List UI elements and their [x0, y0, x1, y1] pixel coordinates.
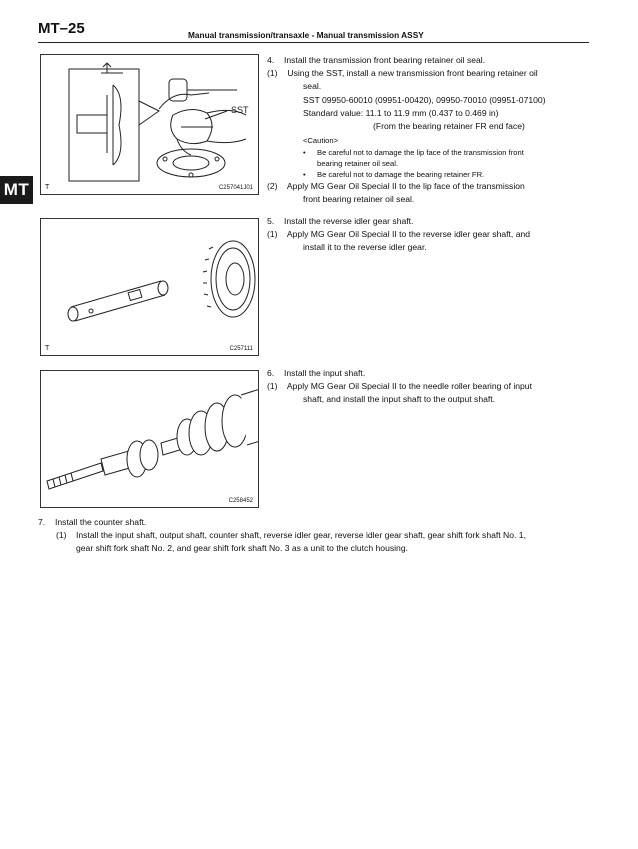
- step-4: [267, 54, 546, 207]
- step-4-substep-2-cont: front bearing retainer oil seal.: [303, 194, 415, 205]
- illustration-sst-press: [41, 55, 259, 195]
- figure-code: C257041J01: [218, 185, 253, 191]
- step-5-substep-1-cont: install it to the reverse idler gear.: [303, 242, 427, 253]
- figure-input-shaft-installation: [40, 370, 259, 508]
- illustration-input-output-shaft: [41, 371, 259, 508]
- step-4-title: 4. Install the transmission front bearing retainer oil seal.: [267, 55, 486, 65]
- standard-value: Standard value: 11.1 to 11.9 mm (0.437 to 0.469 in): [303, 107, 499, 118]
- illustration-idler-shaft-and-gear: [41, 219, 259, 356]
- step-5-substep-1: (1) Apply MG Gear Oil Special II to the reverse idler gear shaft, and: [267, 229, 531, 240]
- page-number: MT–25: [38, 20, 85, 37]
- step-4-substep-2: (2) Apply MG Gear Oil Special II to the lip face of the transmission: [267, 181, 525, 192]
- step-7-substep-1: (1) Install the input shaft, output shaft, counter shaft, reverse idler gear, reverse idler gear shaft, gear shift fork shaft No. 1, gear shift fork shaft No. 2, and gear shift fork shaft No. 3 as a unit to the clutch housing.: [56, 530, 526, 554]
- step-4-substep-1-cont: seal.: [303, 81, 322, 92]
- sst-part-numbers: SST 09950-60010 (09951-00420), 09950-70010 (09951-07100): [303, 94, 546, 105]
- step-7-title: 7. Install the counter shaft.: [38, 517, 147, 527]
- figure-reverse-idler-gear: [40, 218, 259, 356]
- step-6-substep-1-cont: shaft, and install the input shaft to the output shaft.: [303, 394, 496, 405]
- figure-code: C257111: [229, 346, 253, 352]
- section-title: Manual transmission/transaxle - Manual transmission ASSY: [188, 30, 424, 40]
- caution-item-cont: bearing retainer oil seal.: [317, 159, 399, 169]
- header-divider: [38, 42, 589, 43]
- step-6: [267, 367, 532, 407]
- step-5: [267, 215, 530, 255]
- figure-orientation-mark: T: [45, 184, 50, 191]
- step-4-substep-1: (1) Using the SST, install a new transmission front bearing retainer oil: [267, 68, 538, 79]
- figure-code: C258452: [228, 498, 253, 504]
- caution-item: • Be careful not to damage the lip face of the transmission front: [303, 148, 524, 158]
- step-6-substep-1: (1) Apply MG Gear Oil Special II to the needle roller bearing of input: [267, 381, 532, 392]
- step-7: [38, 516, 598, 556]
- sst-callout-label: SST: [231, 105, 249, 115]
- figure-orientation-mark: T: [45, 345, 50, 352]
- caution-item: • Be careful not to damage the bearing retainer FR.: [303, 170, 485, 180]
- step-6-title: 6. Install the input shaft.: [267, 368, 366, 378]
- standard-value-note: (From the bearing retainer FR end face): [373, 121, 525, 132]
- figure-oil-seal-installation: [40, 54, 259, 195]
- side-tab-mt: MT: [0, 176, 33, 204]
- caution-label: <Caution>: [303, 136, 339, 146]
- step-5-title: 5. Install the reverse idler gear shaft.: [267, 216, 414, 226]
